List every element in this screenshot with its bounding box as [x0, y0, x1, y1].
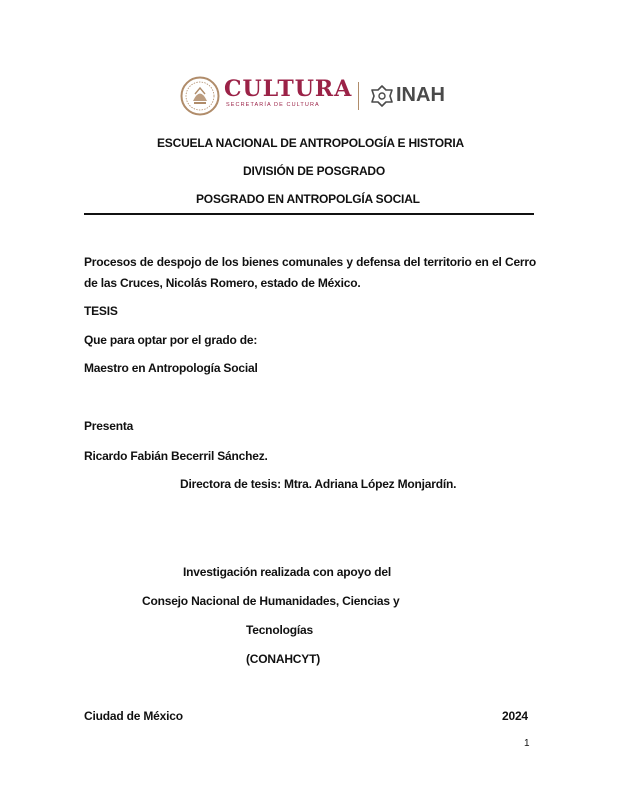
header-rule — [84, 213, 534, 215]
cultura-logo-text: CULTURA — [224, 76, 353, 102]
thesis-title: Procesos de despojo de los bienes comunales y defensa del territorio en el Cerro de las Cruces, Nicolás Romero, estado de México. — [84, 255, 536, 290]
degree-name: Maestro en Antropología Social — [84, 361, 258, 375]
inah-logo-text: INAH — [396, 84, 445, 106]
presenta-label: Presenta — [84, 419, 134, 433]
funding-line-1: Investigación realizada con apoyo del — [183, 565, 391, 579]
page-number: 1 — [524, 738, 530, 749]
mexico-seal-icon — [180, 76, 220, 116]
thesis-type: TESIS — [84, 304, 118, 318]
author-name: Ricardo Fabián Becerril Sánchez. — [84, 449, 268, 463]
school-name: ESCUELA NACIONAL DE ANTROPOLOGÍA E HISTORIA — [157, 136, 464, 150]
header-logos — [180, 76, 460, 116]
funding-line-4: (CONAHCYT) — [246, 652, 320, 666]
degree-intro: Que para optar por el grado de: — [84, 333, 258, 347]
cultura-subtitle: SECRETARÍA DE CULTURA — [226, 102, 320, 108]
thesis-director: Directora de tesis: Mtra. Adriana López Monjardín. — [180, 477, 457, 491]
funding-line-3: Tecnologías — [246, 623, 313, 637]
inah-emblem-icon — [370, 84, 394, 108]
program-name: POSGRADO EN ANTROPOLGÍA SOCIAL — [196, 192, 420, 206]
division-name: DIVISIÓN DE POSGRADO — [243, 164, 386, 178]
footer-city: Ciudad de México — [84, 709, 183, 723]
footer-year: 2024 — [502, 709, 528, 723]
funding-line-2: Consejo Nacional de Humanidades, Ciencias y — [142, 594, 400, 608]
logo-divider — [358, 82, 359, 110]
